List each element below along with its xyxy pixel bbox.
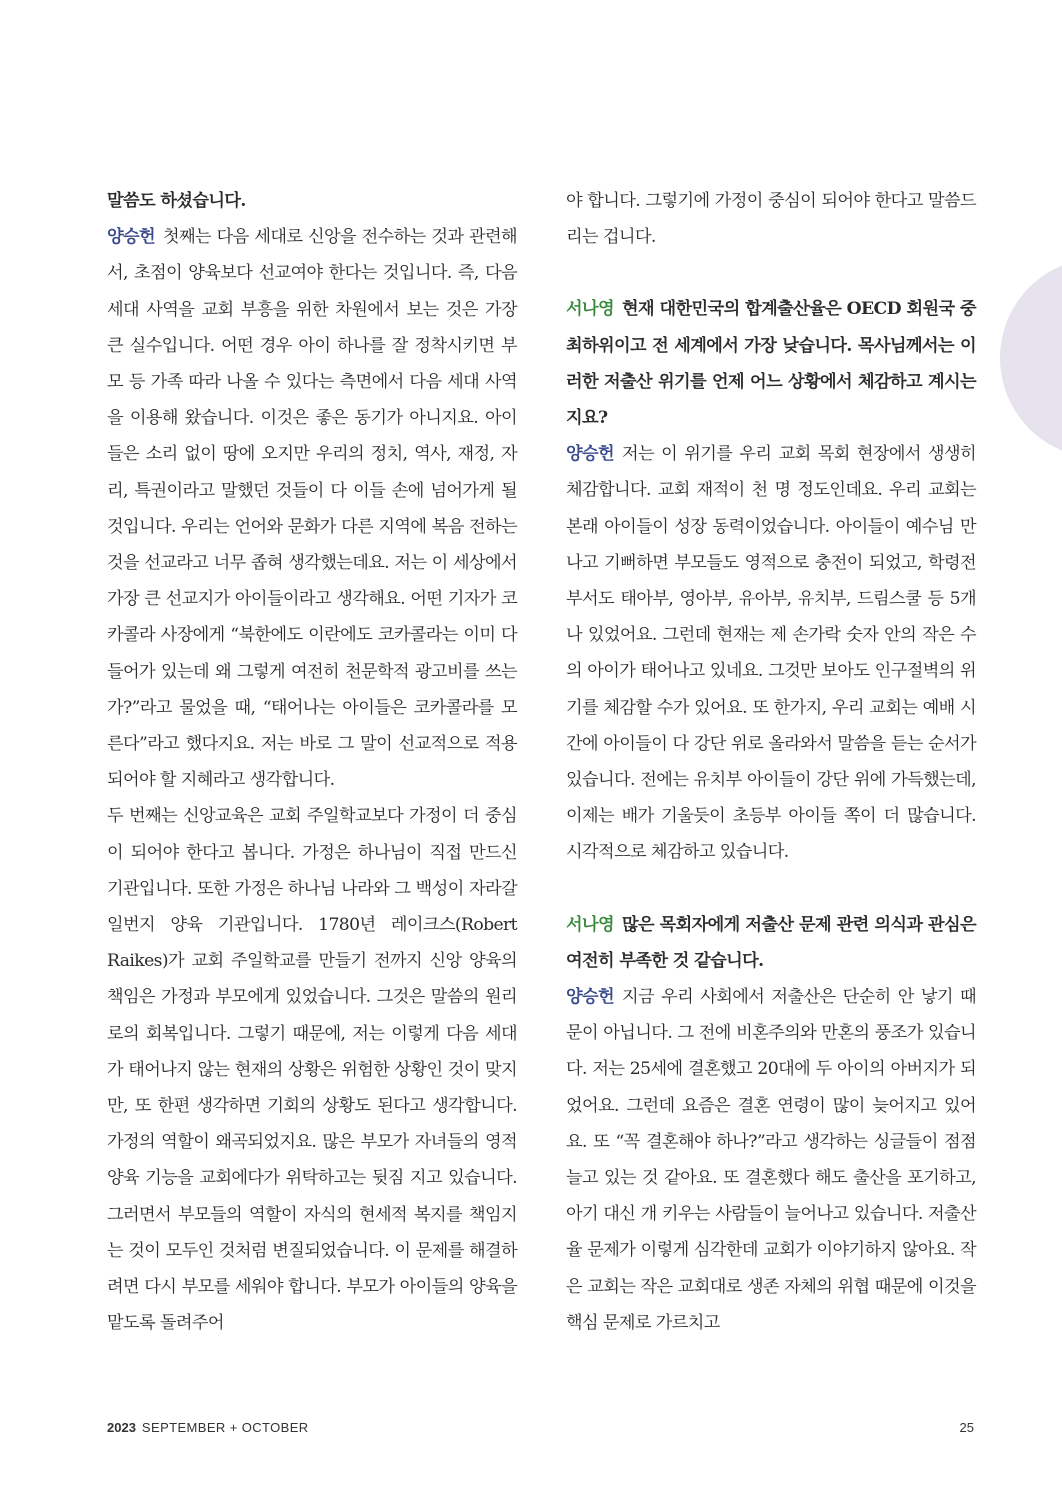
answer-paragraph <box>566 979 976 1341</box>
footer-issue-months: SEPTEMBER + OCTOBER <box>141 1420 309 1435</box>
question-text: 현재 대한민국의 합계출산율은 OECD 회원국 중 최하위이고 전 세계에서 가장 낮습니다. 목사님께서는 이러한 저출산 위기를 언제 어느 상황에서 체감하고 계시는지요? <box>566 299 976 429</box>
paragraph-text: 두 번째는 신앙교육은 교회 주일학교보다 가정이 더 중심이 되어야 한다고 봅니다. 가정은 하나님이 직접 만드신 기관입니다. 또한 가정은 하나님 나라와 그 백성이 자라갈 일번지 양육 기관입니다. 1780년 레이크스(Robert Raikes)가 교회 주일학교를 만들기 전까지 신앙 양육의 책임은 가정과 부모에게 있었습니다. 그것은 말씀의 원리로의 회복입니다. 그렇기 때문에, 저는 이렇게 다음 세대가 태어나지 않는 현재의 상황은 위험한 상황인 것이 맞지만, 또 한편 생각하면 기회의 상황도 된다고 생각합니다. 가정의 역할이 왜곡되었지요. 많은 부모가 자녀들의 영적 양육 기능을 교회에다가 위탁하고는 뒷짐 지고 있습니다. 그러면서 부모들의 역할이 자식의 현세적 복지를 책임지는 것이 모두인 것처럼 변질되었습니다. 이 문제를 해결하려면 다시 부모를 세워야 합니다. 부모가 아이들의 양육을 맡도록 돌려주어 <box>107 806 517 1334</box>
speaker-name: 양승헌 <box>107 227 156 248</box>
speaker-name: 서나영 <box>566 299 615 320</box>
footer-year: 2023 <box>107 1420 136 1435</box>
left-column <box>107 183 517 1342</box>
paragraph-text: 야 합니다. 그렇기에 가정이 중심이 되어야 한다고 말씀드리는 겁니다. <box>566 191 976 248</box>
paragraph <box>566 183 976 255</box>
question-paragraph <box>566 907 976 979</box>
paragraph <box>107 183 517 219</box>
answer-text: 지금 우리 사회에서 저출산은 단순히 안 낳기 때문이 아닙니다. 그 전에 비혼주의와 만혼의 풍조가 있습니다. 저는 25세에 결혼했고 20대에 두 아이의 아버지가 되었어요. 그런데 요즘은 결혼 연령이 많이 늦어지고 있어요. 또 “꼭 결혼해야 하나?”라고 생각하는 싱글들이 점점 늘고 있는 것 같아요. 또 결혼했다 해도 출산을 포기하고, 아기 대신 개 키우는 사람들이 늘어나고 있습니다. 저출산율 문제가 이렇게 심각한데 교회가 이야기하지 않아요. 작은 교회는 작은 교회대로 생존 자체의 위협 때문에 이것을 핵심 문제로 가르치고 <box>566 987 976 1333</box>
speaker-name: 서나영 <box>566 914 615 935</box>
page-number: 25 <box>959 1420 974 1435</box>
question-text: 많은 목회자에게 저출산 문제 관련 의식과 관심은 여전히 부족한 것 같습니다. <box>566 914 976 971</box>
question-paragraph <box>566 291 976 436</box>
right-column <box>566 183 976 1341</box>
paragraph <box>107 798 517 1341</box>
decorative-circle <box>1000 258 1062 458</box>
page-footer <box>107 1420 974 1435</box>
answer-paragraph <box>566 436 976 870</box>
paragraph <box>107 219 517 798</box>
answer-text: 저는 이 위기를 우리 교회 목회 현장에서 생생히 체감합니다. 교회 재적이 천 명 정도인데요. 우리 교회는 본래 아이들이 성장 동력이었습니다. 아이들이 예수님 만나고 기뻐하면 부모들도 영적으로 충전이 되었고, 학령전 부서도 태아부, 영아부, 유아부, 유치부, 드림스쿨 등 5개나 있었어요. 그런데 현재는 제 손가락 숫자 안의 작은 수의 아이가 태어나고 있네요. 그것만 보아도 인구절벽의 위기를 체감할 수가 있어요. 또 한가지, 우리 교회는 예배 시간에 아이들이 다 강단 위로 올라와서 말씀을 듣는 순서가 있습니다. 전에는 유치부 아이들이 강단 위에 가득했는데, 이제는 배가 기울듯이 초등부 아이들 쪽이 더 많습니다. 시각적으로 체감하고 있습니다. <box>566 444 976 863</box>
paragraph-text: 첫째는 다음 세대로 신앙을 전수하는 것과 관련해서, 초점이 양육보다 선교여야 한다는 것입니다. 즉, 다음 세대 사역을 교회 부흥을 위한 차원에서 보는 것은 가장 큰 실수입니다. 어떤 경우 아이 하나를 잘 정착시키면 부모 등 가족 따라 나올 수 있다는 측면에서 다음 세대 사역을 이용해 왔습니다. 이것은 좋은 동기가 아니지요. 아이들은 소리 없이 땅에 오지만 우리의 정치, 역사, 재정, 자리, 특권이라고 말했던 것들이 다 이들 손에 넘어가게 될 것입니다. 우리는 언어와 문화가 다른 지역에 복음 전하는 것을 선교라고 너무 좁혀 생각했는데요. 저는 이 세상에서 가장 큰 선교지가 아이들이라고 생각해요. 어떤 기자가 코카콜라 사장에게 “북한에도 이란에도 코카콜라는 이미 다 들어가 있는데 왜 그렇게 여전히 천문학적 광고비를 쓰는가?”라고 물었을 때, “태어나는 아이들은 코카콜라를 모른다”라고 했다지요. 저는 바로 그 말이 선교적으로 적용되어야 할 지혜라고 생각합니다. <box>107 227 517 791</box>
paragraph-text: 말씀도 하셨습니다. <box>107 191 246 211</box>
speaker-name: 양승헌 <box>566 987 615 1008</box>
speaker-name: 양승헌 <box>566 444 615 465</box>
